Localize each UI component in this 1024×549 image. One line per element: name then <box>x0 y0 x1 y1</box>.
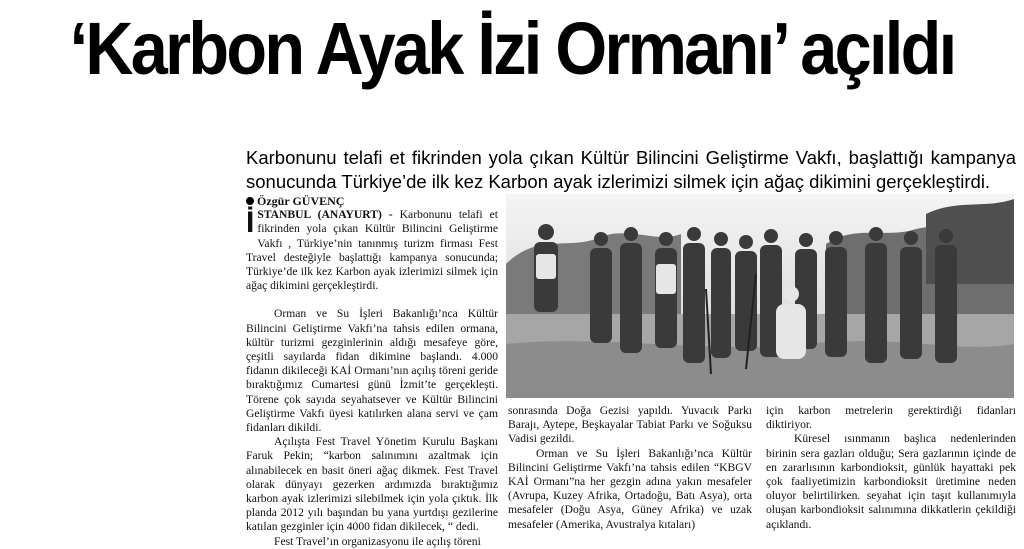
article-column-2 <box>508 404 752 532</box>
paragraph-1 <box>246 208 498 293</box>
paragraph-2: Orman ve Su İşleri Bakanlığı’nca Kültür Bilincini Geliştirme Vakfı’na tahsis edilen ormana, kültür turizmi gezginlerinin aldığı mesafeye göre, çeşitli sayılarda fidan dikimine başlandı. 4.000 fidanın dikileceği KAİ Ormanı’nın açılış töreni geride bıraktığımız Cumartesi günü İzmit’te gerçekleşti. Törene çok sayıda seyahatsever ve Kültür Bilincini Geliştirme Vakfı üyesi katılırken alana servi ve çam fidanları dikildi. <box>246 307 498 435</box>
bullet-icon <box>246 197 254 205</box>
paragraph-7: için karbon metrelerin gerektirdiği fidanları diktiriyor. <box>766 404 1016 432</box>
paragraph-8: Küresel ısınmanın başlıca nedenlerinden birinin sera gazları olduğu; Sera gazlarının içinde de en zararlısının karbondioksit, günlük hayattaki pek çok faaliyetimizin karbondioksit üretimine neden oluyor belirtilirken. seyahat için taşıt kullanımıyla oluşan karbondioksit salınımına dikkatlerin çekildiği açıklandı. <box>766 432 1016 531</box>
group-photo <box>506 194 1014 398</box>
headline: ‘Karbon Ayak İzi Ormanı’ açıldı <box>69 7 955 90</box>
author-name: Özgür GÜVENÇ <box>257 194 345 208</box>
drop-cap: İ <box>246 206 255 240</box>
byline <box>246 194 498 208</box>
paragraph-3: Açılışta Fest Travel Yönetim Kurulu Başkanı Faruk Pekin; “karbon salınımını azaltmak için alınabilecek en basit öneri ağaç dikmek. Fest Travel olarak dünyayı gezerken ardımızda bıraktığımız karbon ayak izlerimizi silebilmek için yola çıktık. İlk planda 2012 yılı başından bu yana yurtdışı gezilerine katılan gezginler için 4000 fidan dikilecek, “ dedi. <box>246 435 498 534</box>
paragraph-5: sonrasında Doğa Gezisi yapıldı. Yuvacık Parkı Barajı, Aytepe, Beşkayalar Tabiat Parkı ve Soğuksu Vadisi gezildi. <box>508 404 752 446</box>
paragraph-4: Fest Travel’ın organizasyonu ile açılış töreni <box>274 534 481 548</box>
article-column-3 <box>766 404 1016 532</box>
article-column-1 <box>246 194 498 549</box>
dateline: STANBUL (ANAYURT) - <box>257 208 393 222</box>
lead-paragraph: Karbonunu telafi et fikrinden yola çıkan Kültür Bilincini Geliştirme Vakfı, başlattığı kampanya sonucunda Türkiye’de ilk kez Karbon ayak izlerimizi silmek için ağaç dikimini gerçekleştirdi. <box>246 147 1016 192</box>
group-photo-illustration <box>506 194 1014 398</box>
paragraph-1-text: Karbonunu telafi et fikrinden yola çıkan Kültür Bilincini Geliştirme Vakfı , Türkiye’nin tanınmış turizm firması Fest Travel desteğiyle başlattığı kampanya sonucunda; Türkiye’de ilk kez Karbon ayak izlerimizi silmek için ağaç dikimini gerçekleştirdi. <box>246 208 498 293</box>
paragraph-6: Orman ve Su İşleri Bakanlığı’nca Kültür Bilincini Geliştirme Vakfı’na tahsis edilen “KBGV KAİ Ormanı”na her gezgin adına yakın mesafeler (Avrupa, Kuzey Afrika, Ortadoğu, Batı Asya), orta mesafeler (Doğu Asya, Güney Afrika) ve uzak mesafeler (Amerika, Avustralya kıtaları) <box>508 446 752 531</box>
